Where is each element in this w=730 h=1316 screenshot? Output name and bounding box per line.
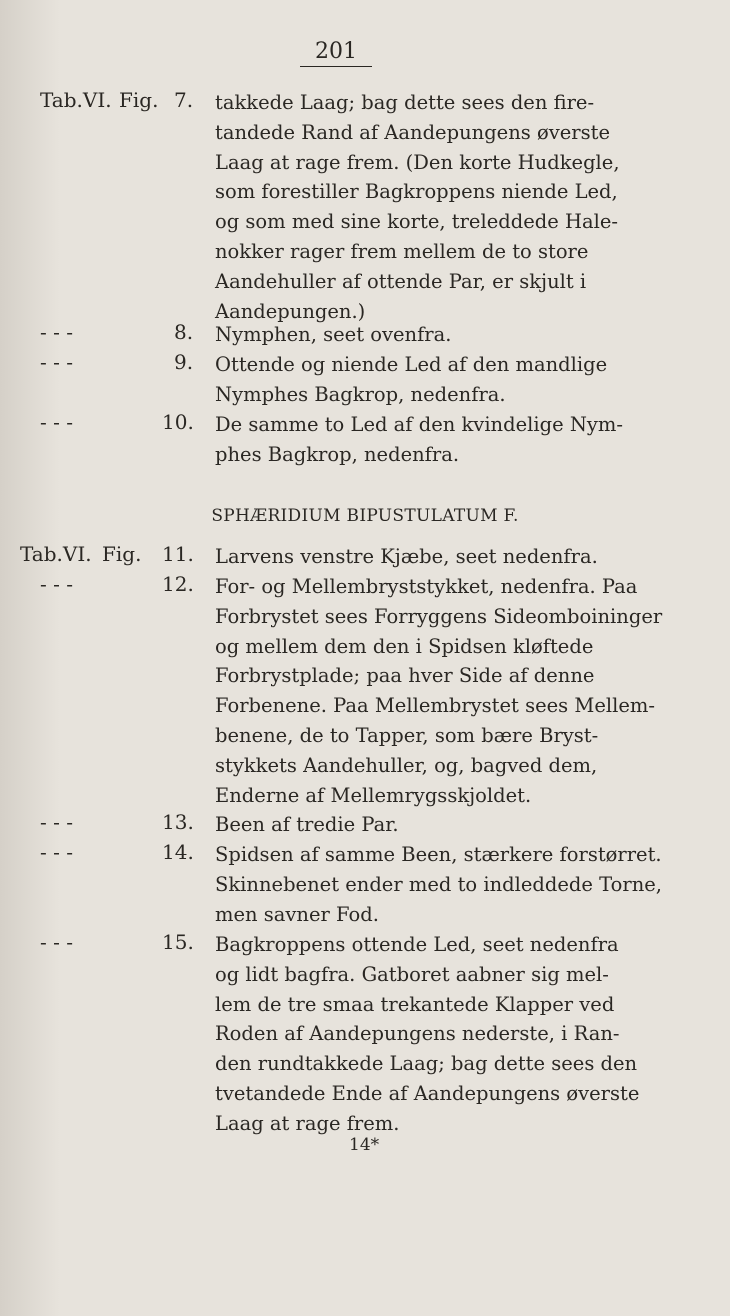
- figure-description: De samme to Led af den kvindelige Nym- phes Bagkrop, nedenfra.: [215, 413, 623, 466]
- printer-signature: 14*: [349, 1135, 380, 1155]
- figure-number: 8.: [174, 320, 194, 344]
- figure-number: 12.: [162, 572, 194, 596]
- page-number: 201: [300, 38, 372, 67]
- ditto-dashes: - - -: [40, 572, 73, 596]
- species-heading: SPHÆRIDIUM BIPUSTULATUM F.: [211, 506, 519, 526]
- ditto-dashes: - - -: [40, 930, 73, 954]
- ditto-dashes: - - -: [40, 840, 73, 864]
- figure-description: Been af tredie Par.: [215, 813, 399, 836]
- figure-number: 10.: [162, 410, 194, 434]
- figure-description: Spidsen af samme Been, stærkere forstørret. Skinnebenet ender med to indleddede Torne, men savner Fod.: [215, 843, 662, 926]
- figure-number: 13.: [162, 810, 194, 834]
- figure-description: Larvens venstre Kjæbe, seet nedenfra.: [215, 545, 598, 568]
- page-binding-shadow: [0, 0, 60, 1316]
- ditto-dashes: - - -: [40, 320, 73, 344]
- tab-label: Tab.VI.: [40, 88, 112, 112]
- figure-number: 9.: [174, 350, 194, 374]
- ditto-dashes: - - -: [40, 410, 73, 434]
- fig-label: Fig.: [102, 542, 142, 566]
- figure-number: 7.: [174, 88, 194, 112]
- figure-description: Nymphen, seet ovenfra.: [215, 323, 452, 346]
- figure-number: 15.: [162, 930, 194, 954]
- figure-description: For- og Mellembryststykket, nedenfra. Paa Forbrystet sees Forryggens Sideomboininger og mellem dem den i Spidsen kløftede Forbrystplade; paa hver Side af denne Forbenene. Paa Mellembrystet sees Mellem- benene, de to Tapper, som bære Bryst- stykkets Aandehuller, og, bagved dem, Enderne af Mellemrygsskjoldet.: [215, 575, 663, 807]
- fig-label: Fig.: [119, 88, 159, 112]
- figure-number: 14.: [162, 840, 194, 864]
- ditto-dashes: - - -: [40, 350, 73, 374]
- figure-number: 11.: [162, 542, 194, 566]
- figure-description: takkede Laag; bag dette sees den fire- tandede Rand af Aandepungens øverste Laag at rage frem. (Den korte Hudkegle, som forestiller Bagkroppens niende Led, og som med sine korte, treleddede Hale- nokker rager frem mellem de to store Aandehuller af ottende Par, er skjult i Aandepungen.): [215, 91, 620, 323]
- tab-label: Tab.VI.: [20, 542, 92, 566]
- ditto-dashes: - - -: [40, 810, 73, 834]
- figure-description: Bagkroppens ottende Led, seet nedenfra og lidt bagfra. Gatboret aabner sig mel- lem de tre smaa trekantede Klapper ved Roden af Aandepungens nederste, i Ran- den rundtakkede Laag; bag dette sees den tvetandede Ende af Aandepungens øverste Laag at rage frem.: [215, 933, 640, 1135]
- figure-description: Ottende og niende Led af den mandlige Nymphes Bagkrop, nedenfra.: [215, 353, 608, 406]
